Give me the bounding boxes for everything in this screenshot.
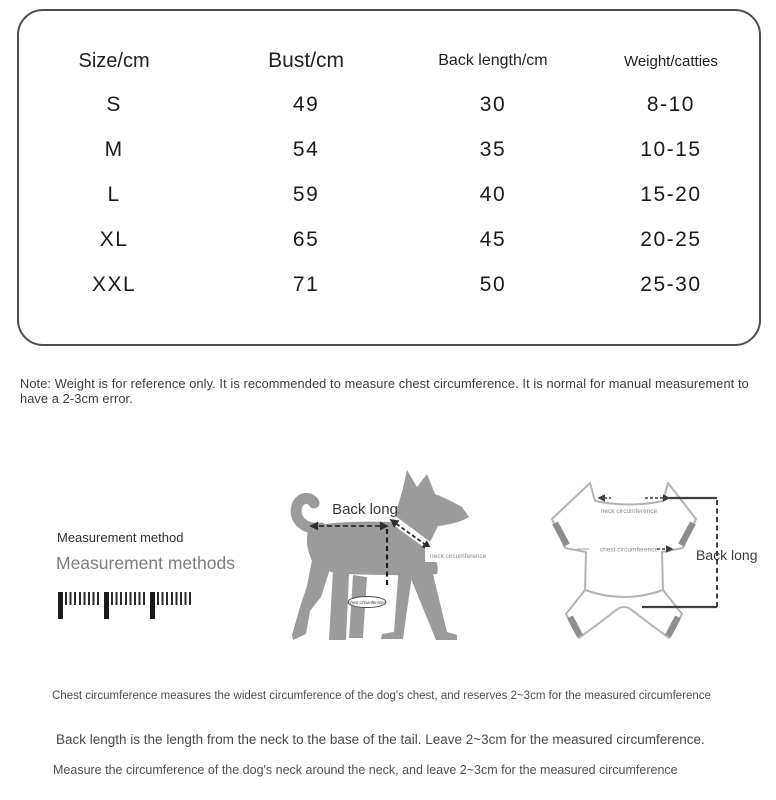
table-cell-back-length: 30 [479,92,507,116]
size-chart-panel [17,9,761,346]
table-cell-back-length: 35 [479,137,507,161]
table-cell-back-length: 50 [479,272,507,296]
dog-neck-circumference-label: neck circumference [430,553,487,560]
ruler-minor-ticks [111,592,148,605]
weight-reference-note: Note: Weight is for reference only. It is recommended to measure chest circumference. It is normal for manual measurement to have a 2-3cm error. [20,376,749,406]
ruler-icon [58,592,198,619]
ruler-minor-ticks [157,592,194,605]
dog-chest-circumference-badge-label: chest circumference [348,600,386,605]
ruler-major-tick [104,592,109,619]
table-cell-back-length: 40 [479,182,507,206]
table-cell-bust: 49 [292,92,320,116]
column-header-weight: Weight/catties [623,52,718,70]
ruler-major-tick [150,592,155,619]
table-cell-size: XL [99,227,129,251]
table-cell-size: XXL [91,272,137,296]
table-cell-size: L [107,182,121,206]
table-cell-back-length: 45 [479,227,507,251]
table-cell-weight: 25-30 [640,272,702,296]
garment-chest-circumference-label: chest circumference [599,546,659,554]
garment-back-long-label: Back long [696,547,758,563]
column-header-size: Size/cm [78,49,150,72]
instruction-back-length: Back length is the length from the neck to the base of the tail. Leave 2~3cm for the measured circumference. [56,732,705,747]
table-cell-bust: 65 [292,227,320,251]
garment-neck-circumference-label: neck circumference [600,508,658,515]
column-header-bust: Bust/cm [268,49,345,72]
table-cell-weight: 15-20 [640,182,702,206]
table-cell-size: M [104,137,124,161]
garment-measurement-diagram [545,455,776,660]
size-chart-table [19,37,759,307]
ruler-minor-ticks [65,592,102,605]
column-header-back-length: Back length/cm [438,52,548,69]
instruction-neck: Measure the circumference of the dog's neck around the neck, and leave 2~3cm for the measured circumference [53,763,678,777]
table-cell-weight: 8-10 [646,92,695,116]
table-cell-bust: 54 [292,137,320,161]
dog-measurement-diagram [285,450,505,660]
table-cell-weight: 10-15 [640,137,702,161]
garment-outline [552,483,696,638]
ruler-major-tick [58,592,63,619]
table-cell-weight: 20-25 [640,227,702,251]
measurement-methods-subtitle: Measurement methods [56,553,235,573]
instruction-chest: Chest circumference measures the widest circumference of the dog's chest, and reserves 2~3cm for the measured circumference [52,690,711,702]
table-cell-bust: 71 [292,272,320,296]
table-cell-bust: 59 [292,182,320,206]
dog-back-long-label: Back long [332,501,398,518]
measurement-method-title: Measurement method [57,530,184,545]
table-cell-size: S [106,92,122,116]
